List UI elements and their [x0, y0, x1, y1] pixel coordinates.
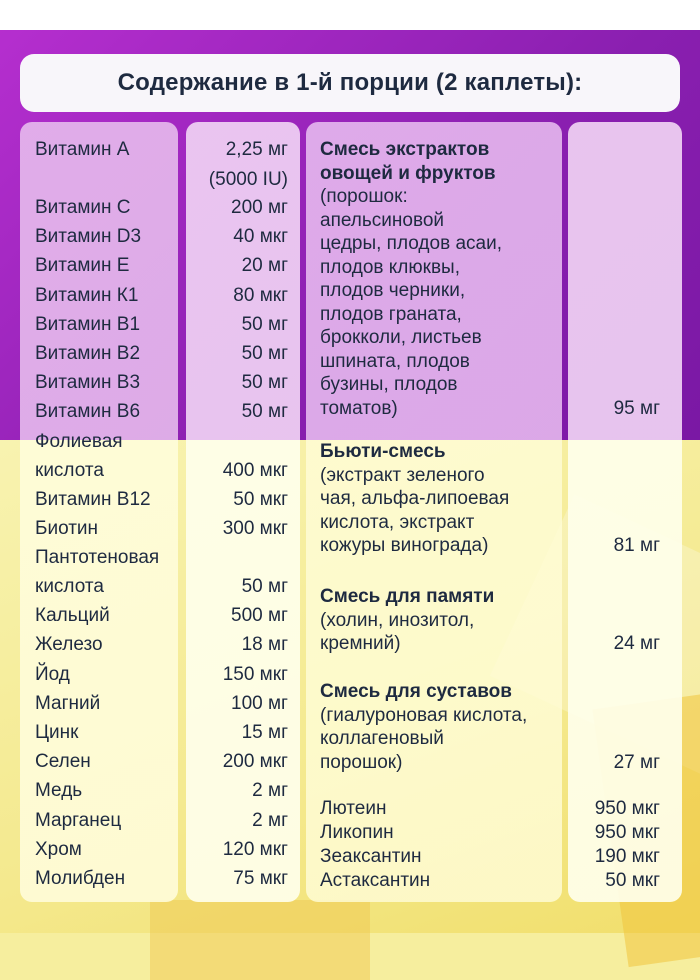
nutrient-name: Витамин А: [35, 139, 130, 160]
nutrient-name: Витамин Е: [35, 255, 130, 276]
nutrient-value: 75 мкг: [233, 868, 288, 889]
nutrient-value: 40 мкг: [233, 226, 288, 247]
mix-value: 24 мг: [613, 633, 660, 654]
nutrient-value: 18 мг: [241, 634, 288, 655]
mix-description-line: (гиалуроновая кислота,: [320, 704, 528, 726]
mix-description-line: плодов клюквы,: [320, 256, 460, 278]
nutrient-name: Пантотеновая: [35, 547, 160, 568]
nutrient-name: Витамин В12: [35, 489, 151, 510]
nutrient-name: Витамин В6: [35, 401, 141, 422]
nutrient-value: 50 мкг: [233, 489, 288, 510]
nutrient-name: Медь: [35, 780, 83, 801]
mix-title: овощей и фруктов: [320, 162, 496, 184]
nutrient-name: Селен: [35, 751, 91, 772]
mix-description-line: шпината, плодов: [320, 350, 470, 372]
carotenoid-name: Зеаксантин: [320, 846, 422, 867]
nutrient-name: Хром: [35, 839, 82, 860]
nutrient-value: 50 мг: [241, 401, 288, 422]
nutrient-value: 20 мг: [241, 255, 288, 276]
carotenoid-name: Ликопин: [320, 822, 394, 843]
page-title: Содержание в 1-й порции (2 каплеты):: [117, 69, 583, 96]
nutrient-name: Железо: [35, 634, 103, 655]
mix-description-line: кислота, экстракт: [320, 511, 475, 533]
mix-description-line: цедры, плодов асаи,: [320, 233, 502, 254]
mix-description-line: порошок): [320, 751, 403, 773]
nutrient-value: 50 мг: [241, 343, 288, 364]
nutrient-name: Витамин В1: [35, 314, 141, 335]
nutrient-name: Витамин К1: [35, 285, 139, 306]
nutrient-value: 2,25 мг: [225, 139, 288, 160]
decor-shape: [150, 900, 370, 980]
nutrient-value: 2 мг: [252, 780, 288, 801]
nutrient-name: Молибден: [35, 868, 126, 889]
nutrient-value: 120 мкг: [222, 839, 288, 860]
nutrient-name: Цинк: [35, 722, 79, 743]
mix-description-line: чая, альфа-липоевая: [320, 488, 510, 509]
carotenoid-name: Астаксантин: [320, 870, 431, 891]
nutrient-name: кислота: [35, 460, 104, 481]
mix-value: 27 мг: [613, 751, 660, 773]
carotenoid-value: 950 мкг: [594, 798, 660, 819]
mix-title: Бьюти-смесь: [320, 441, 446, 462]
carotenoid-value: 950 мкг: [594, 822, 660, 843]
title-banner: [20, 54, 680, 112]
mix-value-column: [568, 122, 682, 902]
nutrient-name: Кальций: [35, 605, 110, 626]
mix-description-line: плодов граната,: [320, 303, 462, 325]
mix-description-line: томатов): [320, 397, 398, 419]
nutrient-value: 300 мкг: [222, 518, 288, 539]
carotenoid-value: 50 мкг: [605, 870, 660, 891]
carotenoid-value: 190 мкг: [594, 846, 660, 867]
mix-description-line: апельсиновой: [320, 209, 445, 231]
nutrient-value: (5000 IU): [208, 169, 288, 190]
mix-title: Смесь экстрактов: [320, 139, 490, 160]
nutrient-value: 400 мкг: [222, 460, 288, 481]
top-white-band: [0, 0, 700, 30]
nutrient-name: Витамин D3: [35, 226, 142, 247]
mix-description-line: (холин, инозитол,: [320, 609, 475, 631]
nutrient-value: 80 мкг: [233, 285, 288, 306]
nutrient-value: 50 мг: [241, 576, 288, 597]
mix-description-line: кремний): [320, 633, 401, 654]
mix-description-line: бузины, плодов: [320, 374, 458, 395]
mix-value: 81 мг: [613, 535, 660, 556]
nutrient-name: Марганец: [35, 810, 122, 831]
mix-description-line: брокколи, листьев: [320, 327, 482, 348]
nutrient-value: 2 мг: [252, 810, 288, 831]
nutrient-name: Витамин В2: [35, 343, 141, 364]
nutrient-value: 200 мкг: [222, 751, 288, 772]
mix-description-line: кожуры винограда): [320, 535, 489, 556]
nutrient-name: Биотин: [35, 518, 99, 539]
mix-value: 95 мг: [613, 397, 660, 419]
nutrient-value: 15 мг: [241, 722, 288, 743]
nutrient-name: Магний: [35, 693, 101, 714]
nutrient-name: Витамин С: [35, 197, 131, 218]
mix-description-line: (порошок:: [320, 186, 408, 207]
nutrient-value: 100 мг: [231, 693, 288, 714]
nutrient-value: 150 мкг: [222, 664, 288, 685]
nutrient-value: 500 мг: [231, 605, 288, 626]
nutrient-value: 200 мг: [231, 197, 288, 218]
mix-description-line: коллагеновый: [320, 728, 444, 749]
nutrient-name: Йод: [35, 664, 70, 685]
nutrient-name: кислота: [35, 576, 104, 597]
mix-description-line: плодов черники,: [320, 280, 466, 301]
nutrient-value: 50 мг: [241, 314, 288, 335]
nutrient-value: 50 мг: [241, 372, 288, 393]
mix-title: Смесь для суставов: [320, 681, 512, 702]
mix-title: Смесь для памяти: [320, 586, 495, 607]
mix-description-line: (экстракт зеленого: [320, 464, 485, 486]
carotenoid-name: Лютеин: [320, 798, 387, 819]
nutrient-name: Витамин В3: [35, 372, 141, 393]
nutrient-name: Фолиевая: [35, 431, 123, 452]
